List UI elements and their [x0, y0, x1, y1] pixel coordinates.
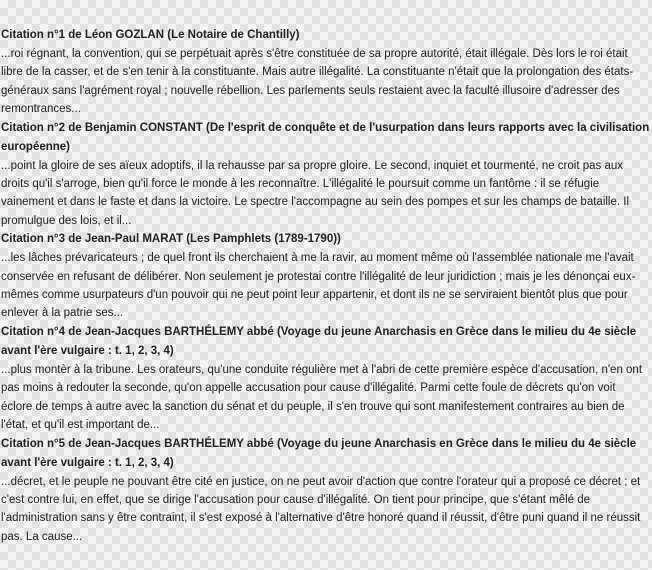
citation-2 [1, 119, 650, 231]
citation-heading: Citation n°3 de Jean-Paul MARAT (Les Pamphlets (1789-1790)) [1, 233, 341, 246]
citation-heading: Citation n°1 de Léon GOZLAN (Le Notaire de Chantilly) [1, 29, 300, 41]
citation-text: ...plus montèr à la tribune. Les orateurs, qu'une conduite régulière met à l'abri de cette première espèce d'accusation, n'en ont pas moins à redouter la seconde, qu'on appelle accusation pour cause d'illégalité. Parmi cette foule de décrets qu'on voit éclore de temps à autre avec la sanction du sénat et du peuple, il s'en trouve qui sont manifestement contraires au bien de l'état, et qu'il est important de... [1, 363, 643, 432]
citation-text: ...décret, et le peuple ne pouvant être cité en justice, on ne peut avoir d'action que contre l'orateur qui a proposé ce décret ; et c'est contre lui, en effet, que se dirige l'accusation pour cause d'illégalité. On tient pour principe, que s'étant mêlé de l'administration sans y être contraint, il s'est exposé à l'alternative d'être honoré quand il réussit, d'être puni quand il ne réussit pas. La cause... [1, 475, 641, 543]
citation-1 [1, 26, 650, 119]
citation-heading: Citation n°5 de Jean-Jacques BARTHÉLEMY abbé (Voyage du jeune Anarchasis en Grèce dans le milieu du 4e siècle avant l'ère vulgaire : t. 1, 2, 3, 4) [1, 437, 637, 469]
citation-text: ...roi régnant, la convention, qui se perpétuait après s'être constituée de sa propre autorité, était illégale. Dès lors le roi était libre de la casser, et de s'en tenir à la constituante. Mais autre illégalité. La constituante n'était que la prolongation des états-généraux sans l'agrément royal ; nouvelle rébellion. Les parlements seuls restaient avec la faculté illusoire d'adresser des remontrances... [1, 48, 634, 116]
citation-heading: Citation n°4 de Jean-Jacques BARTHÉLEMY abbé (Voyage du jeune Anarchasis en Grèce dans le milieu du 4e siècle avant l'ère vulgaire : t. 1, 2, 3, 4) [1, 325, 637, 357]
citation-3 [1, 230, 650, 323]
citation-heading: Citation n°2 de Benjamin CONSTANT (De l'esprit de conquête et de l'usurpation dans leurs rapports avec la civilisation européenne) [1, 121, 650, 153]
citation-text: ...les lâches prévaricateurs ; de quel front ils cherchaient à me la ravir, au moment même où l'assemblée nationale me l'avait conservée en refusant de délibérer. Non seulement je protestai contre l'illégalité de leur juridiction ; mais je les dénonçai eux-mêmes comme usurpateurs d'un pouvoir qui ne peut point leur appartenir, et dont ils ne se serviraient bientôt plus que pour enlever à la patrie ses... [1, 252, 636, 320]
citation-4 [1, 323, 650, 435]
citation-5 [1, 435, 650, 547]
citation-text: ...point la gloire de ses aïeux adoptifs, il la rehausse par sa propre gloire. Le second, inquiet et tourmenté, ne croit pas aux droits qu'il s'arroge, bien qu'il force le monde à les reconnaître. L'illégalité le poursuit comme un fantôme : il se réfugie vainement et dans le faste et dans la victoire. Le spectre l'accompagne au sein des pompes et sur les champs de bataille. Il promulgue des lois, et il... [1, 159, 630, 227]
